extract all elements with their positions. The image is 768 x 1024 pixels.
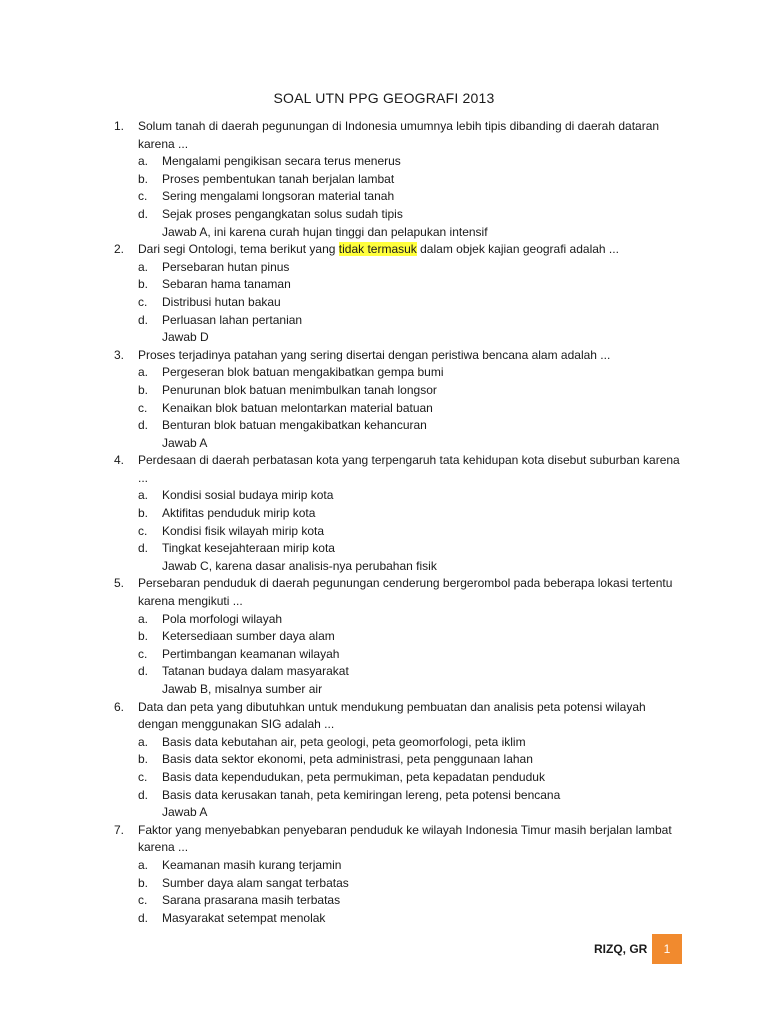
option-letter: d. xyxy=(138,312,149,327)
option-text: Basis data sektor ekonomi, peta administrasi, peta penggunaan lahan xyxy=(162,752,533,767)
question-text: Perdesaan di daerah perbatasan kota yang terpengaruh tata kehidupan kota disebut suburban karena ... xyxy=(138,453,680,485)
document-title: SOAL UTN PPG GEOGRAFI 2013 xyxy=(273,90,495,106)
option-b xyxy=(138,628,684,646)
option-letter: c. xyxy=(138,646,148,661)
option-text: Keamanan masih kurang terjamin xyxy=(162,857,342,872)
question-text: Persebaran penduduk di daerah pegunungan cenderung bergerombol pada beberapa lokasi tertentu karena mengikuti ... xyxy=(138,576,673,609)
option-c xyxy=(138,188,684,206)
question-6 xyxy=(114,699,684,822)
option-d xyxy=(138,540,684,558)
option-c xyxy=(138,294,684,312)
option-letter: b. xyxy=(138,277,149,292)
option-d xyxy=(138,206,684,224)
question-7 xyxy=(114,822,684,928)
answer-text: Jawab B, misalnya sumber air xyxy=(162,682,323,696)
option-d xyxy=(138,663,684,681)
question-2 xyxy=(114,241,684,347)
option-a xyxy=(138,487,684,505)
option-letter: b. xyxy=(138,875,149,890)
option-letter: b. xyxy=(138,752,149,767)
option-text: Aktifitas penduduk mirip kota xyxy=(162,506,316,521)
option-a xyxy=(138,857,684,875)
option-c xyxy=(138,523,684,541)
option-text: Mengalami pengikisan secara terus menerus xyxy=(162,154,401,169)
option-a xyxy=(138,259,684,277)
option-text: Sering mengalami longsoran material tanah xyxy=(162,189,395,204)
option-letter: a. xyxy=(138,488,149,503)
option-letter: d. xyxy=(138,910,149,925)
option-a xyxy=(138,153,684,171)
page-number-badge: 1 xyxy=(652,934,682,964)
option-text: Sebaran hama tanaman xyxy=(162,277,291,292)
option-b xyxy=(138,875,684,893)
option-text: Persebaran hutan pinus xyxy=(162,259,290,274)
option-text: Tatanan budaya dalam masyarakat xyxy=(162,664,349,679)
option-text: Basis data kependudukan, peta permukiman, peta kepadatan penduduk xyxy=(162,769,545,784)
option-text: Pergeseran blok batuan mengakibatkan gempa bumi xyxy=(162,365,444,380)
option-letter: c. xyxy=(138,769,148,784)
option-c xyxy=(138,892,684,910)
option-letter: b. xyxy=(138,171,149,186)
question-text: Solum tanah di daerah pegunungan di Indonesia umumnya lebih tipis dibanding di daerah dataran karena ... xyxy=(138,119,660,151)
question-4 xyxy=(114,452,684,575)
option-c xyxy=(138,400,684,418)
option-letter: a. xyxy=(138,734,149,749)
option-letter: a. xyxy=(138,259,149,274)
question-text xyxy=(138,241,684,259)
question-number: 2. xyxy=(114,242,125,257)
question-text-after: dalam objek kajian geografi adalah ... xyxy=(416,242,619,257)
option-letter: b. xyxy=(138,506,149,521)
option-b xyxy=(138,382,684,400)
option-text: Distribusi hutan bakau xyxy=(162,294,281,309)
option-letter: c. xyxy=(138,523,148,538)
question-list xyxy=(114,118,684,927)
answer-text: Jawab A xyxy=(162,435,208,450)
option-letter: b. xyxy=(138,629,149,644)
option-text: Kenaikan blok batuan melontarkan material batuan xyxy=(162,400,433,415)
option-d xyxy=(138,417,684,435)
option-text: Pertimbangan keamanan wilayah xyxy=(162,646,340,661)
option-letter: c. xyxy=(138,893,148,908)
option-a xyxy=(138,611,684,629)
option-b xyxy=(138,751,684,769)
option-b xyxy=(138,171,684,189)
option-letter: d. xyxy=(138,418,149,433)
question-number: 5. xyxy=(114,576,125,591)
option-text: Tingkat kesejahteraan mirip kota xyxy=(162,541,335,556)
option-a xyxy=(138,734,684,752)
option-text: Sumber daya alam sangat terbatas xyxy=(162,875,349,890)
option-text: Basis data kebutahan air, peta geologi, peta geomorfologi, peta iklim xyxy=(162,734,526,749)
option-d xyxy=(138,910,684,928)
option-text: Perluasan lahan pertanian xyxy=(162,312,303,327)
question-number: 3. xyxy=(114,347,125,362)
option-letter: d. xyxy=(138,541,149,556)
option-text: Masyarakat setempat menolak xyxy=(162,910,326,925)
question-number: 7. xyxy=(114,822,125,837)
option-letter: a. xyxy=(138,365,149,380)
question-5 xyxy=(114,575,684,698)
option-text: Sarana prasarana masih terbatas xyxy=(162,893,341,908)
option-text: Penurunan blok batuan menimbulkan tanah longsor xyxy=(162,382,437,397)
question-text-before: Dari segi Ontologi, tema berikut yang xyxy=(138,242,339,257)
option-letter: c. xyxy=(138,189,148,204)
option-text: Ketersediaan sumber daya alam xyxy=(162,629,335,644)
option-letter: b. xyxy=(138,382,149,397)
option-d xyxy=(138,787,684,805)
option-letter: d. xyxy=(138,206,149,221)
question-number: 1. xyxy=(114,119,125,133)
answer-text: Jawab A xyxy=(162,805,208,820)
option-letter: a. xyxy=(138,611,149,626)
highlighted-text: tidak termasuk xyxy=(338,242,417,257)
option-text: Benturan blok batuan mengakibatkan kehancuran xyxy=(162,418,427,433)
option-letter: d. xyxy=(138,787,149,802)
option-d xyxy=(138,312,684,330)
question-number: 4. xyxy=(114,453,125,468)
option-text: Sejak proses pengangkatan solus sudah tipis xyxy=(162,206,403,221)
option-letter: c. xyxy=(138,400,148,415)
question-1 xyxy=(114,118,684,241)
answer-text: Jawab A, ini karena curah hujan tinggi dan pelapukan intensif xyxy=(162,224,488,239)
question-3 xyxy=(114,347,684,453)
option-b xyxy=(138,276,684,294)
answer-text: Jawab C, karena dasar analisis-nya perubahan fisik xyxy=(162,558,437,573)
option-letter: a. xyxy=(138,857,149,872)
question-text: Data dan peta yang dibutuhkan untuk mendukung pembuatan dan analisis peta potensi wilayah dengan menggunakan SIG adalah ... xyxy=(138,699,646,732)
option-c xyxy=(138,769,684,787)
question-text: Proses terjadinya patahan yang sering disertai dengan peristiwa bencana alam adalah ... xyxy=(138,347,611,362)
option-text: Pola morfologi wilayah xyxy=(162,611,283,626)
option-c xyxy=(138,646,684,664)
option-letter: a. xyxy=(138,154,149,169)
option-text: Proses pembentukan tanah berjalan lambat xyxy=(162,171,395,186)
option-a xyxy=(138,364,684,382)
option-text: Kondisi fisik wilayah mirip kota xyxy=(162,523,325,538)
answer-text: Jawab D xyxy=(162,330,209,345)
option-letter: d. xyxy=(138,664,149,679)
option-text: Basis data kerusakan tanah, peta kemiringan lereng, peta potensi bencana xyxy=(162,787,561,802)
footer-author: RIZQ, GR xyxy=(594,942,648,956)
question-number: 6. xyxy=(114,699,125,714)
option-b xyxy=(138,505,684,523)
question-text: Faktor yang menyebabkan penyebaran penduduk ke wilayah Indonesia Timur masih berjalan lambat karena ... xyxy=(138,822,672,855)
option-text: Kondisi sosial budaya mirip kota xyxy=(162,488,334,503)
option-letter: c. xyxy=(138,294,148,309)
